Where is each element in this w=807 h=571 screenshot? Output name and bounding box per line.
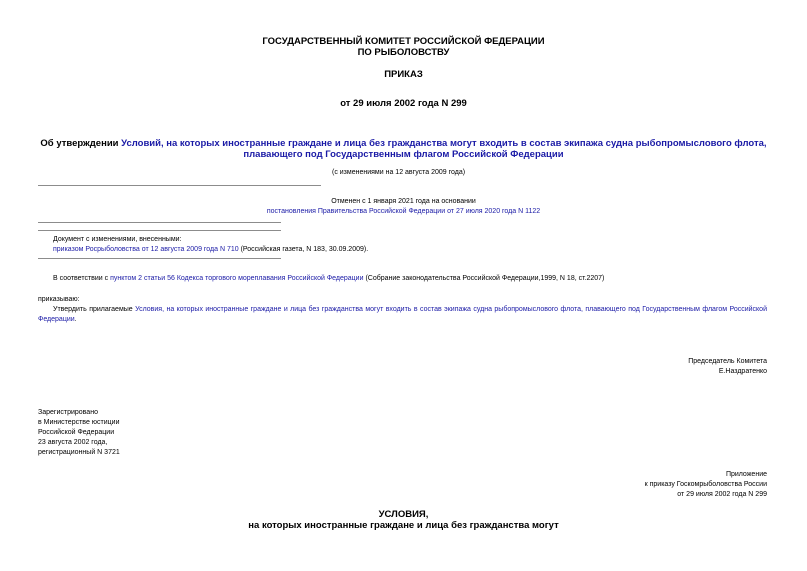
divider bbox=[38, 185, 321, 186]
doc-type: ПРИКАЗ bbox=[384, 69, 423, 80]
conditions-link-title[interactable]: Условий, на которых иностранные граждане и лица без гражданства могут входить в состав экипажа судна рыбопромыслового флота, bbox=[121, 138, 767, 149]
amend-doc-label: Документ с изменениями, внесенными: bbox=[53, 236, 182, 243]
registration-line: в Министерстве юстиции bbox=[38, 419, 120, 426]
registration-line: Российской Федерации bbox=[38, 429, 115, 436]
amend-doc-line bbox=[53, 245, 368, 255]
conditions-subheading: на которых иностранные граждане и лица без гражданства могут bbox=[248, 520, 559, 531]
signature-name: Е.Наздратенко bbox=[718, 368, 767, 375]
conditions-link-order[interactable]: Условия, на которых иностранные граждане и лица без гражданства могут входить в состав экипажа судна рыбопромыслового флота, плавающего под Государственным флагом Российской Федерации bbox=[38, 306, 767, 323]
basis-paragraph bbox=[53, 274, 604, 284]
amend-doc-rest: (Российская газета, N 183, 30.09.2009). bbox=[238, 246, 369, 253]
org-name-line1: ГОСУДАРСТВЕННЫЙ КОМИТЕТ РОССИЙСКОЙ ФЕДЕРАЦИИ bbox=[262, 36, 545, 47]
order-prefix: Утвердить прилагаемые bbox=[53, 306, 136, 313]
basis-rest: (Собрание законодательства Российской Федерации,1999, N 18, ст.2207) bbox=[363, 275, 605, 282]
government-decree-link[interactable]: постановления Правительства Российской Федерации от 27 июля 2020 года N 1122 bbox=[266, 208, 541, 215]
order-word: приказываю: bbox=[38, 296, 80, 303]
doc-date-number: от 29 июля 2002 года N 299 bbox=[340, 98, 467, 109]
title-prefix: Об утверждении bbox=[40, 138, 122, 149]
org-name-line2: ПО РЫБОЛОВСТВУ bbox=[357, 47, 450, 58]
order-paragraph bbox=[38, 305, 767, 325]
merchant-shipping-code-link[interactable]: пунктом 2 статьи 56 Кодекса торгового мореплавания Российской Федерации bbox=[110, 275, 364, 282]
registration-line: Зарегистрировано bbox=[38, 409, 98, 416]
divider bbox=[38, 222, 281, 223]
order-suffix: . bbox=[74, 316, 77, 323]
signature-position: Председатель Комитета bbox=[688, 358, 767, 365]
registration-line: регистрационный N 3721 bbox=[38, 449, 120, 456]
conditions-link-title-line2[interactable]: плавающего под Государственным флагом Российской Федерации bbox=[243, 149, 564, 160]
conditions-heading: УСЛОВИЯ, bbox=[378, 509, 429, 520]
cancel-note: Отменен с 1 января 2021 года на основании bbox=[331, 198, 476, 205]
appendix-line: от 29 июля 2002 года N 299 bbox=[677, 491, 767, 498]
appendix-line: к приказу Госкомрыболовства России bbox=[644, 481, 767, 488]
divider bbox=[38, 230, 281, 231]
rosrybolovstvo-order-link[interactable]: приказом Росрыболовства от 12 августа 2009 года N 710 bbox=[53, 246, 239, 253]
appendix-line: Приложение bbox=[725, 471, 767, 478]
registration-line: 23 августа 2002 года, bbox=[38, 439, 108, 446]
doc-title-line2 bbox=[0, 149, 807, 161]
divider bbox=[38, 258, 281, 259]
cancel-note-link-line bbox=[0, 207, 807, 217]
changes-note: (с изменениями на 12 августа 2009 года) bbox=[332, 169, 466, 176]
basis-prefix: В соответствии с bbox=[53, 275, 111, 282]
